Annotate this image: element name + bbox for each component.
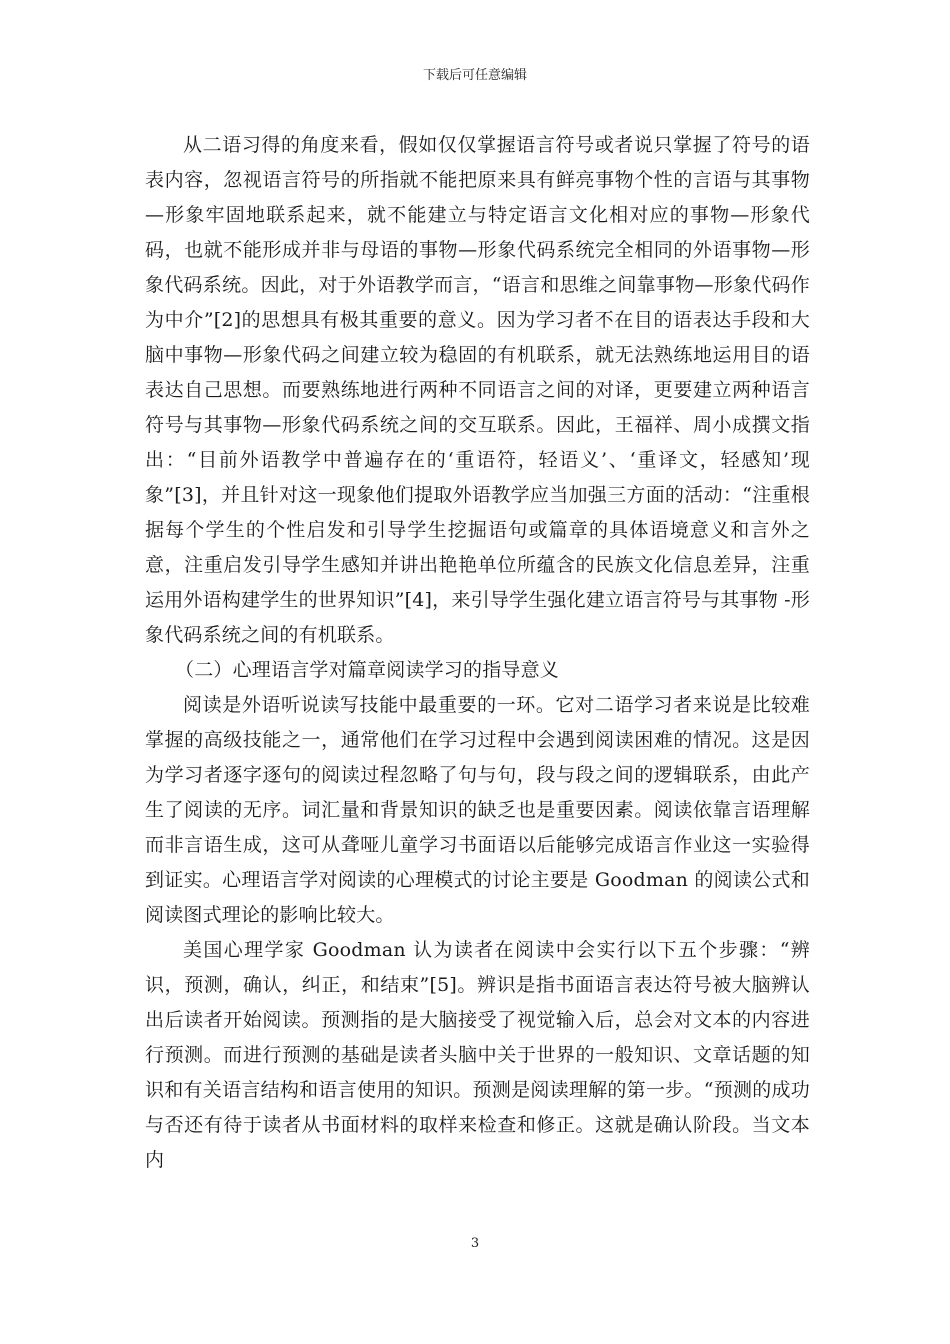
page-number: 3 bbox=[470, 1236, 480, 1251]
paragraph-reading-skills: 阅读是外语听说读写技能中最重要的一环。它对二语学习者来说是比较难掌握的高级技能之一，通常他们在学习过程中会遇到阅读困难的情况。这是因为学习者逐字逐句的阅读过程忽略了句与句，段与段之间的逻辑联系，由此产生了阅读的无序。词汇量和背景知识的缺乏也是重要因素。阅读依靠言语理解而非言语生成，这可从聋哑儿童学习书面语以后能够完成语言作业这一实验得到证实。心理语言学对阅读的心理模式的讨论主要是 Goodman 的阅读公式和阅读图式理论的影响比较大。 bbox=[145, 694, 810, 926]
document-body bbox=[145, 128, 810, 1178]
page-header: 下载后可任意编辑 bbox=[422, 68, 527, 83]
paragraph-second-language-acquisition: 从二语习得的角度来看，假如仅仅掌握语言符号或者说只掌握了符号的语表内容，忽视语言符号的所指就不能把原来具有鲜亮事物个性的言语与其事物—形象牢固地联系起来，就不能建立与特定语言文化相对应的事物—形象代码，也就不能形成并非与母语的事物—形象代码系统完全相同的外语事物—形象代码系统。因此，对于外语教学而言，“语言和思维之间靠事物—形象代码作为中介”[2]的思想具有极其重要的意义。因为学习者不在目的语表达手段和大脑中事物—形象代码之间建立较为稳固的有机联系，就无法熟练地运用目的语表达自己思想。而要熟练地进行两种不同语言之间的对译，更要建立两种语言符号与其事物—形象代码系统之间的交互联系。因此，王福祥、周小成撰文指出：“目前外语教学中普遍存在的‘重语符，轻语义’、‘重译文，轻感知’现象”[3]，并且针对这一现象他们提取外语教学应当加强三方面的活动：“注重根据每个学生的个性启发和引导学生挖掘语句或篇章的具体语境意义和言外之意，注重启发引导学生感知并讲出艳艳单位所蕴含的民族文化信息差异，注重运用外语构建学生的世界知识”[4]，来引导学生强化建立语言符号与其事物 -形象代码系统之间的有机联系。 bbox=[145, 134, 810, 646]
section-heading-reading: （二）心理语言学对篇章阅读学习的指导意义 bbox=[175, 659, 560, 681]
paragraph-goodman-model: 美国心理学家 Goodman 认为读者在阅读中会实行以下五个步骤：“辨识，预测，确认，纠正，和结束”[5]。辨识是指书面语言表达符号被大脑辨认出后读者开始阅读。预测指的是大脑接受了视觉输入后，总会对文本的内容进行预测。而进行预测的基础是读者头脑中关于世界的一般知识、文章话题的知识和有关语言结构和语言使用的知识。预测是阅读理解的第一步。“预测的成功与否还有待于读者从书面材料的取样来检查和修正。这就是确认阶段。当文本内 bbox=[145, 939, 810, 1171]
